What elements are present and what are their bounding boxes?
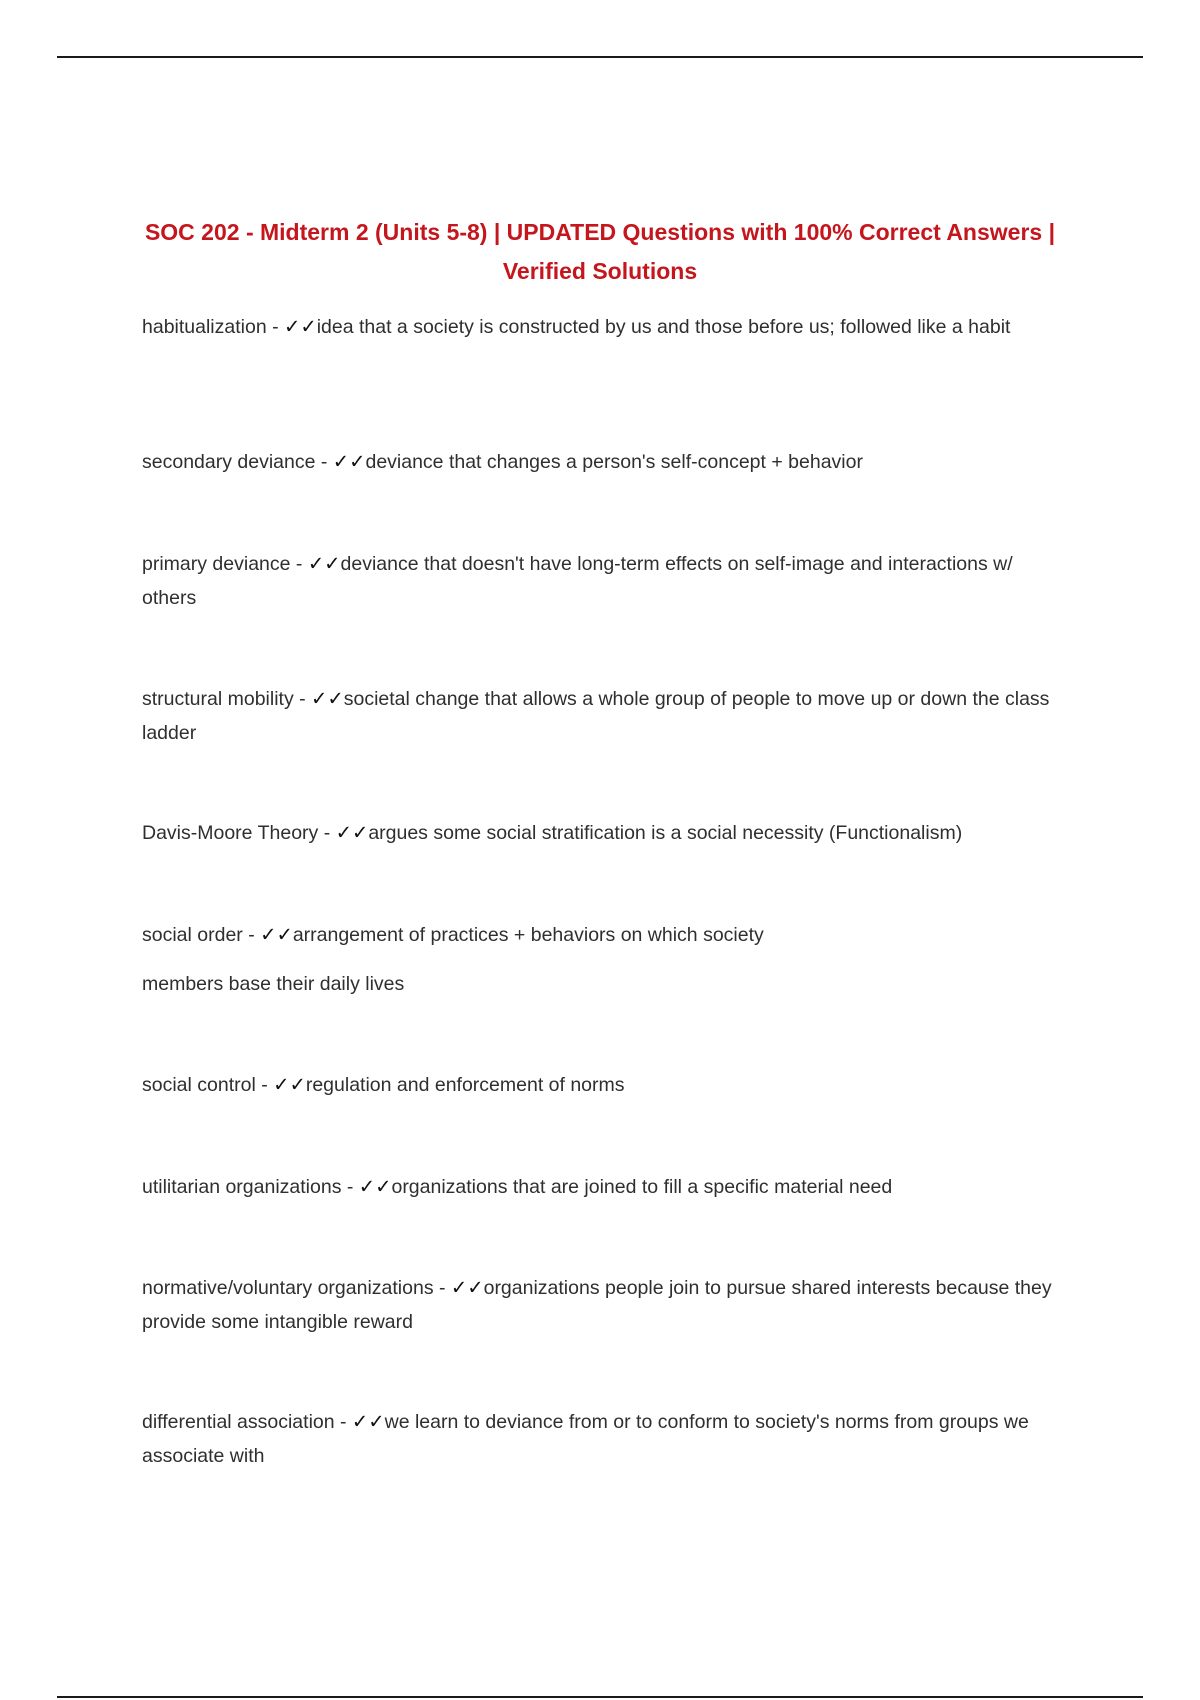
entry-definition: regulation and enforcement of norms [305, 1074, 625, 1096]
entry-definition: organizations that are joined to fill a specific material need [391, 1176, 893, 1198]
entry-definition: arrangement of practices + behaviors on which society [292, 924, 764, 946]
top-rule [57, 56, 1143, 58]
entry-term: differential association - [142, 1411, 352, 1433]
entry-term: primary deviance - [142, 553, 308, 575]
entry-term: secondary deviance - [142, 451, 333, 473]
entry-term: structural mobility - [142, 688, 312, 710]
entry-definition: societal change that allows a whole group of people to move up or down the class ladder [142, 688, 1050, 744]
entry-term: utilitarian organizations - [142, 1176, 359, 1198]
entry-term: habitualization - [142, 316, 285, 338]
entry-continuation: members base their daily lives [142, 973, 405, 995]
entry-differential-association [142, 1405, 1062, 1473]
entry-structural-mobility [142, 682, 1062, 750]
double-check-icon: ✓✓ [260, 924, 293, 946]
entry-term: social order - [142, 924, 261, 946]
double-check-icon: ✓✓ [284, 316, 317, 338]
entry-utilitarian-organizations [142, 1170, 1062, 1204]
entry-term: Davis-Moore Theory - [142, 822, 336, 844]
entry-definition: deviance that doesn't have long-term effects on self-image and interactions w/ others [142, 553, 1013, 609]
entry-davis-moore-theory [142, 816, 1062, 850]
entry-definition: we learn to deviance from or to conform to society's norms from groups we associate with [142, 1411, 1029, 1467]
bottom-rule [57, 1696, 1143, 1698]
entry-social-order [142, 918, 1062, 1001]
entry-definition: idea that a society is constructed by us and those before us; followed like a habit [316, 316, 1011, 338]
entry-definition: argues some social stratification is a social necessity (Functionalism) [368, 822, 963, 844]
entry-normative-voluntary-organizations [142, 1271, 1062, 1339]
double-check-icon: ✓✓ [450, 1277, 484, 1299]
double-check-icon: ✓✓ [273, 1074, 306, 1096]
entry-term: social control - [142, 1074, 274, 1096]
double-check-icon: ✓✓ [358, 1176, 392, 1198]
document-title: SOC 202 - Midterm 2 (Units 5-8) | UPDATED Questions with 100% Correct Answers | Verified Solutions [144, 219, 1056, 284]
entry-primary-deviance [142, 547, 1062, 615]
double-check-icon: ✓✓ [351, 1411, 385, 1433]
entry-social-control [142, 1068, 1062, 1102]
double-check-icon: ✓✓ [332, 451, 366, 473]
double-check-icon: ✓✓ [335, 822, 369, 844]
entry-secondary-deviance [142, 445, 1062, 479]
entry-definition: organizations people join to pursue shared interests because they provide some intangible reward [142, 1277, 1052, 1333]
entry-term: normative/voluntary organizations - [142, 1277, 451, 1299]
double-check-icon: ✓✓ [307, 553, 341, 575]
double-check-icon: ✓✓ [311, 688, 344, 710]
entry-habitualization [142, 310, 1062, 344]
entry-definition: deviance that changes a person's self-concept + behavior [365, 451, 863, 473]
